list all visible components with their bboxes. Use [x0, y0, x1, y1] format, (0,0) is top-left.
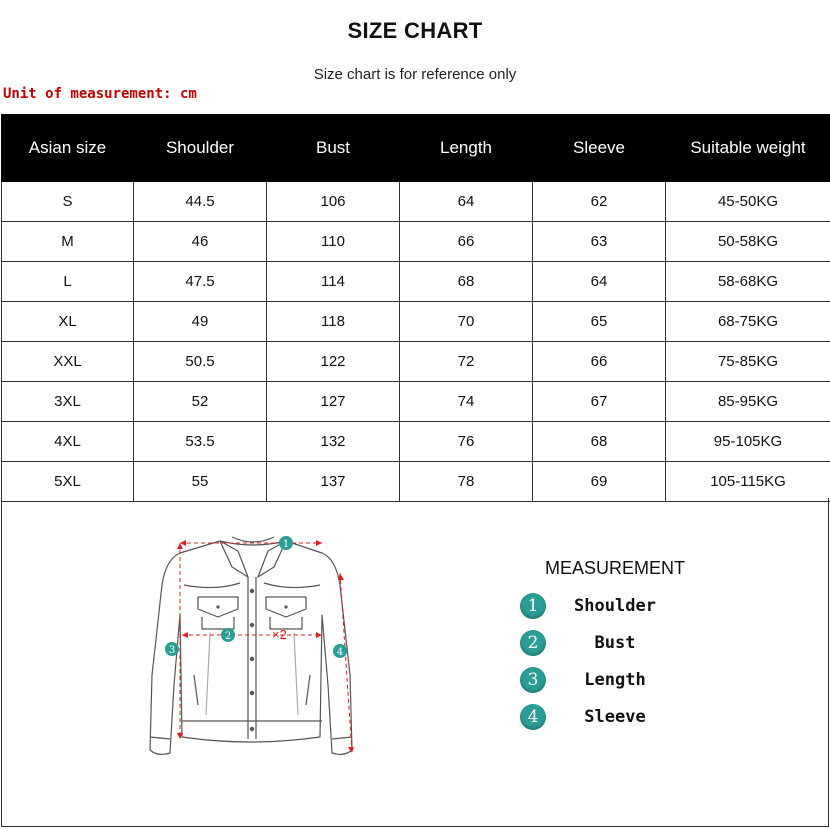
- cell-bust: 137: [267, 462, 400, 502]
- svg-text:3: 3: [168, 645, 176, 656]
- table-row: [2, 342, 830, 382]
- table-row: [2, 422, 830, 462]
- cell-size: XXL: [2, 342, 134, 382]
- cell-bust: 110: [267, 222, 400, 262]
- cell-shoulder: 53.5: [134, 422, 267, 462]
- cell-shoulder: 52: [134, 382, 267, 422]
- legend-label: Bust: [594, 633, 636, 653]
- header-bust: Bust: [267, 115, 400, 182]
- pocket-left: [198, 597, 238, 629]
- cell-sleeve: 63: [533, 222, 666, 262]
- cell-length: 76: [400, 422, 533, 462]
- jacket-diagram: [140, 525, 370, 775]
- legend-item-length: [520, 667, 720, 695]
- table-row: [2, 222, 830, 262]
- cell-weight: 68-75KG: [666, 302, 830, 342]
- cell-sleeve: 65: [533, 302, 666, 342]
- svg-text:4: 4: [336, 647, 344, 658]
- cell-bust: 114: [267, 262, 400, 302]
- cell-size: XL: [2, 302, 134, 342]
- cell-size: 5XL: [2, 462, 134, 502]
- cell-sleeve: 68: [533, 422, 666, 462]
- legend-title: MEASUREMENT: [545, 558, 686, 578]
- legend-item-shoulder: [520, 593, 720, 621]
- cell-weight: 75-85KG: [666, 342, 830, 382]
- cell-length: 64: [400, 182, 533, 222]
- cell-shoulder: 46: [134, 222, 267, 262]
- legend-item-bust: [520, 630, 720, 658]
- marker-shoulder: [279, 536, 293, 550]
- header-length: Length: [400, 115, 533, 182]
- cell-shoulder: 44.5: [134, 182, 267, 222]
- cell-sleeve: 67: [533, 382, 666, 422]
- header-suitable-weight: Suitable weight: [666, 115, 830, 182]
- cell-shoulder: 47.5: [134, 262, 267, 302]
- diagram-panel: [1, 498, 829, 827]
- cell-size: M: [2, 222, 134, 262]
- cell-length: 70: [400, 302, 533, 342]
- marker-sleeve: [333, 644, 347, 658]
- cell-weight: 50-58KG: [666, 222, 830, 262]
- cell-shoulder: 55: [134, 462, 267, 502]
- svg-text:1: 1: [282, 539, 290, 550]
- cell-size: S: [2, 182, 134, 222]
- unit-note: Unit of measurement: cm: [3, 86, 197, 102]
- cell-length: 72: [400, 342, 533, 382]
- marker-bust: [221, 628, 235, 642]
- pocket-right: [266, 597, 306, 629]
- marker-length: [165, 642, 179, 656]
- number-4-icon: 4: [520, 704, 546, 730]
- table-header-row: [2, 115, 830, 182]
- cell-shoulder: 49: [134, 302, 267, 342]
- cell-bust: 127: [267, 382, 400, 422]
- cell-weight: 58-68KG: [666, 262, 830, 302]
- cell-weight: 85-95KG: [666, 382, 830, 422]
- svg-text:2: 2: [224, 631, 232, 642]
- number-1-icon: 1: [520, 593, 546, 619]
- header-sleeve: Sleeve: [533, 115, 666, 182]
- page-subtitle: Size chart is for reference only: [313, 66, 517, 83]
- cell-sleeve: 62: [533, 182, 666, 222]
- legend-label: Length: [584, 670, 646, 690]
- cell-sleeve: 64: [533, 262, 666, 302]
- cell-length: 68: [400, 262, 533, 302]
- cell-sleeve: 69: [533, 462, 666, 502]
- legend-label: Shoulder: [574, 596, 656, 616]
- bust-multiplier: ×2: [272, 627, 287, 642]
- cell-size: 3XL: [2, 382, 134, 422]
- cell-weight: 105-115KG: [666, 462, 830, 502]
- table-row: [2, 182, 830, 222]
- cell-length: 78: [400, 462, 533, 502]
- legend-item-sleeve: [520, 704, 720, 732]
- cell-bust: 118: [267, 302, 400, 342]
- cell-weight: 95-105KG: [666, 422, 830, 462]
- cell-length: 74: [400, 382, 533, 422]
- table-row: [2, 262, 830, 302]
- cell-length: 66: [400, 222, 533, 262]
- table-row: [2, 302, 830, 342]
- cell-shoulder: 50.5: [134, 342, 267, 382]
- legend-label: Sleeve: [584, 707, 646, 727]
- size-table: [1, 114, 830, 502]
- number-3-icon: 3: [520, 667, 546, 693]
- table-row: [2, 462, 830, 502]
- cell-bust: 132: [267, 422, 400, 462]
- number-2-icon: 2: [520, 630, 546, 656]
- cell-sleeve: 66: [533, 342, 666, 382]
- page-title: SIZE CHART: [347, 18, 483, 43]
- cell-bust: 122: [267, 342, 400, 382]
- cell-size: 4XL: [2, 422, 134, 462]
- header-asian-size: Asian size: [2, 115, 134, 182]
- header-shoulder: Shoulder: [134, 115, 267, 182]
- table-row: [2, 382, 830, 422]
- cell-weight: 45-50KG: [666, 182, 830, 222]
- cell-bust: 106: [267, 182, 400, 222]
- cell-size: L: [2, 262, 134, 302]
